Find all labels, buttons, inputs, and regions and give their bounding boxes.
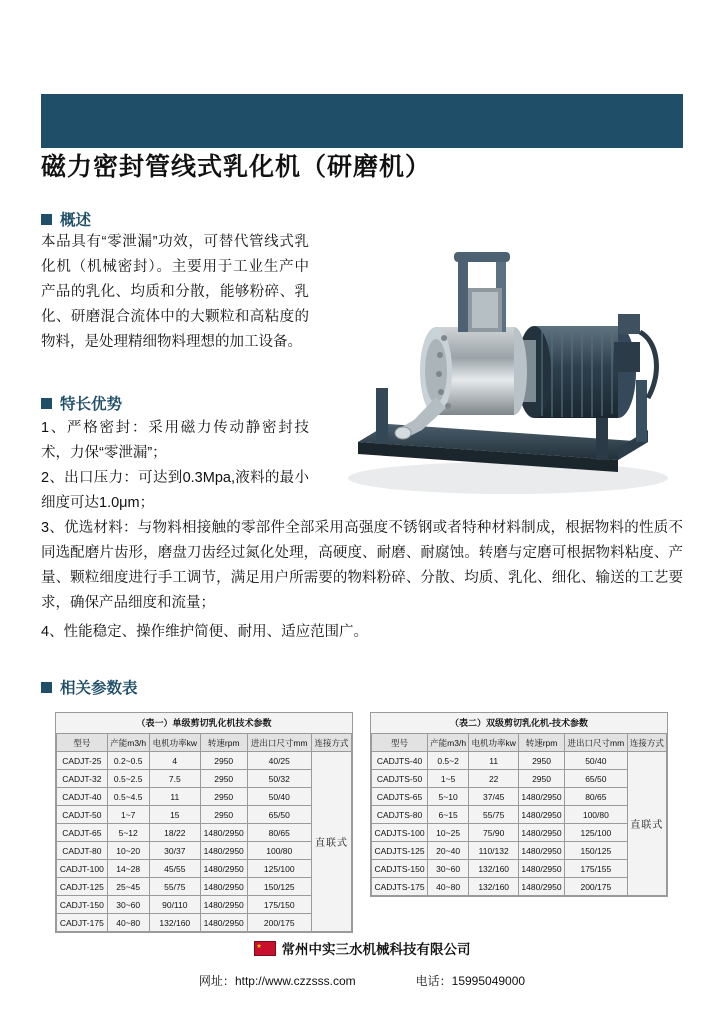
table-cell: 1480/2950	[200, 878, 247, 896]
table-cell: 40~80	[107, 914, 149, 932]
table-cell: 25~45	[107, 878, 149, 896]
table-cell: CADJTS-65	[372, 788, 428, 806]
col-capacity: 产能m3/h	[428, 734, 469, 752]
table-cell: 45/55	[149, 860, 200, 878]
table-cell: CADJT-50	[57, 806, 108, 824]
table-cell: CADJTS-100	[372, 824, 428, 842]
table-cell: 200/175	[564, 878, 627, 896]
table-cell: 2950	[519, 752, 565, 770]
table-cell: CADJT-100	[57, 860, 108, 878]
table-cell: CADJT-175	[57, 914, 108, 932]
table-cell: 10~20	[107, 842, 149, 860]
table-cell: 150/125	[247, 878, 311, 896]
table-cell: 0.5~2.5	[107, 770, 149, 788]
table-cell: 1480/2950	[200, 896, 247, 914]
table-cell: 0.5~4.5	[107, 788, 149, 806]
table-header-row	[57, 734, 352, 752]
table-cell: 4	[149, 752, 200, 770]
table-cell: 2950	[519, 770, 565, 788]
advantage-item-3: 3、优选材料：与物料相接触的零部件全部采用高强度不锈钢或者特种材料制成，根据物料的性质不同选配磨片齿形，磨盘刀齿经过氮化处理，高硬度、耐磨、耐腐蚀。转磨与定磨可根据物料粘度、产量、颗粒细度进行手工调节，满足用户所需要的物料粉碎、分散、均质、乳化、细化、输送的工艺要求，确保产品细度和流量；	[41, 520, 683, 611]
table-cell: CADJTS-125	[372, 842, 428, 860]
website-label: 网址：	[198, 974, 235, 988]
table-one-body	[57, 752, 352, 932]
table-cell: 132/160	[469, 878, 519, 896]
table-cell: 0.2~0.5	[107, 752, 149, 770]
table-cell: 1480/2950	[519, 824, 565, 842]
table-cell: 18/22	[149, 824, 200, 842]
table-cell: CADJTS-175	[372, 878, 428, 896]
table-row	[372, 752, 667, 770]
contact-line	[0, 972, 724, 989]
table-row	[372, 842, 667, 860]
table-cell: 1480/2950	[519, 860, 565, 878]
table-row	[372, 770, 667, 788]
table-one-caption: （表一）单级剪切乳化机技术参数	[136, 718, 272, 728]
table-cell: 55/75	[149, 878, 200, 896]
company-line	[0, 938, 724, 958]
table-cell: 100/80	[564, 806, 627, 824]
table-cell: 80/65	[247, 824, 311, 842]
table-cell: 7.5	[149, 770, 200, 788]
table-cell: 125/100	[247, 860, 311, 878]
table-cell: CADJTS-40	[372, 752, 428, 770]
table-header-row	[372, 734, 667, 752]
table-cell: 22	[469, 770, 519, 788]
table-two-outer	[370, 712, 668, 897]
table-cell: 175/150	[247, 896, 311, 914]
table-row	[57, 860, 352, 878]
table-cell: 110/132	[469, 842, 519, 860]
phone-label: 电话：	[415, 974, 452, 988]
table-cell: 6~15	[428, 806, 469, 824]
bullet-square-icon	[41, 682, 52, 693]
table-two-caption: （表二）双级剪切乳化机-技术参数	[450, 718, 588, 728]
col-model: 型号	[372, 734, 428, 752]
table-row	[57, 752, 352, 770]
advantage-item-4: 4、性能稳定、操作维护简便、耐用、适应范围广。	[41, 624, 369, 640]
table-cell: 2950	[200, 752, 247, 770]
table-cell: 175/155	[564, 860, 627, 878]
table-cell: 30~60	[428, 860, 469, 878]
connection-type-cell: 直联式	[311, 752, 351, 932]
table-cell: 0.5~2	[428, 752, 469, 770]
table-one-container	[55, 712, 353, 933]
table-cell: 5~10	[428, 788, 469, 806]
table-cell: CADJT-65	[57, 824, 108, 842]
table-cell: 65/50	[247, 806, 311, 824]
col-port-size: 进出口尺寸mm	[247, 734, 311, 752]
table-cell: 11	[469, 752, 519, 770]
table-cell: 55/75	[469, 806, 519, 824]
advantage-item-2: 2、出口压力：可达到0.3Mpa,液料的最小细度可达1.0μm；	[41, 470, 309, 511]
website-link[interactable]: http://www.czzsss.com	[234, 974, 356, 988]
col-power: 电机功率kw	[149, 734, 200, 752]
table-cell: CADJTS-80	[372, 806, 428, 824]
col-power: 电机功率kw	[469, 734, 519, 752]
col-connection: 连接方式	[627, 734, 666, 752]
table-cell: 20~40	[428, 842, 469, 860]
overview-text: 本品具有“零泄漏”功效，可替代管线式乳化机（机械密封）。主要用于工业生产中产品的乳化、均质和分散，能够粉碎、乳化、研磨混合流体中的大颗粒和高粘度的物料，是处理精细物料理想的加工设备。	[41, 234, 309, 350]
table-cell: CADJT-80	[57, 842, 108, 860]
table-row	[372, 806, 667, 824]
col-connection: 连接方式	[311, 734, 351, 752]
col-port-size: 进出口尺寸mm	[564, 734, 627, 752]
table-cell: 200/175	[247, 914, 311, 932]
table-cell: 1480/2950	[519, 788, 565, 806]
table-cell: 90/110	[149, 896, 200, 914]
table-row	[57, 914, 352, 932]
table-cell: 15	[149, 806, 200, 824]
table-row	[57, 842, 352, 860]
table-cell: 1480/2950	[519, 878, 565, 896]
flag-icon	[254, 941, 276, 956]
inline-machine-illustration	[318, 192, 686, 512]
table-cell: 10~25	[428, 824, 469, 842]
advantages-heading	[41, 392, 122, 414]
overview-heading	[41, 208, 91, 230]
connection-type-cell: 直联式	[627, 752, 666, 896]
table-cell: 1~5	[428, 770, 469, 788]
table-row	[372, 788, 667, 806]
table-row	[372, 860, 667, 878]
bullet-square-icon	[41, 398, 52, 409]
parameters-heading	[41, 676, 138, 698]
table-two-body	[372, 752, 667, 896]
advantage-item-1: 1、严格密封：采用磁力传动静密封技术，力保“零泄漏”；	[41, 420, 309, 461]
table-two	[371, 733, 667, 896]
table-cell: 100/80	[247, 842, 311, 860]
table-cell: 1480/2950	[200, 842, 247, 860]
table-cell: 2950	[200, 788, 247, 806]
table-cell: 65/50	[564, 770, 627, 788]
table-cell: 150/125	[564, 842, 627, 860]
table-cell: CADJT-40	[57, 788, 108, 806]
table-cell: 40/25	[247, 752, 311, 770]
table-cell: 50/40	[564, 752, 627, 770]
table-cell: 50/32	[247, 770, 311, 788]
table-row	[57, 770, 352, 788]
overview-heading-label: 概述	[60, 212, 92, 229]
table-row	[57, 788, 352, 806]
table-cell: 125/100	[564, 824, 627, 842]
table-two-container	[370, 712, 668, 897]
table-one-outer	[55, 712, 353, 933]
header-accent-bar	[41, 94, 683, 148]
table-row	[57, 824, 352, 842]
table-cell: 11	[149, 788, 200, 806]
website-group	[199, 972, 356, 989]
table-cell: 132/160	[149, 914, 200, 932]
table-cell: 2950	[200, 770, 247, 788]
table-cell: 2950	[200, 806, 247, 824]
table-cell: 40~80	[428, 878, 469, 896]
col-speed: 转速rpm	[200, 734, 247, 752]
phone-group	[416, 972, 525, 989]
bullet-square-icon	[41, 214, 52, 225]
table-cell: 1480/2950	[519, 806, 565, 824]
table-cell: 50/40	[247, 788, 311, 806]
col-capacity: 产能m3/h	[107, 734, 149, 752]
table-cell: 5~12	[107, 824, 149, 842]
table-row	[372, 824, 667, 842]
table-cell: CADJT-32	[57, 770, 108, 788]
phone-number: 15995049000	[451, 974, 526, 988]
page-title: 磁力密封管线式乳化机（研磨机）	[41, 153, 432, 181]
table-cell: 80/65	[564, 788, 627, 806]
table-cell: 1480/2950	[200, 914, 247, 932]
table-row	[57, 896, 352, 914]
table-cell: CADJT-125	[57, 878, 108, 896]
parameters-heading-label: 相关参数表	[60, 680, 138, 697]
table-cell: 1480/2950	[200, 824, 247, 842]
table-cell: 1480/2950	[519, 842, 565, 860]
col-speed: 转速rpm	[519, 734, 565, 752]
table-cell: 75/90	[469, 824, 519, 842]
table-cell: 1480/2950	[200, 860, 247, 878]
table-cell: 37/45	[469, 788, 519, 806]
table-cell: 30/37	[149, 842, 200, 860]
table-cell: 14~28	[107, 860, 149, 878]
table-cell: CADJT-25	[57, 752, 108, 770]
col-model: 型号	[57, 734, 108, 752]
table-cell: 30~60	[107, 896, 149, 914]
advantages-heading-label: 特长优势	[60, 396, 123, 413]
table-row	[372, 878, 667, 896]
table-cell: 132/160	[469, 860, 519, 878]
table-cell: 1~7	[107, 806, 149, 824]
company-name: 常州中实三水机械科技有限公司	[281, 942, 471, 957]
table-row	[57, 878, 352, 896]
product-photo	[318, 192, 686, 512]
table-one	[56, 733, 352, 932]
table-cell: CADJTS-50	[372, 770, 428, 788]
table-cell: CADJTS-150	[372, 860, 428, 878]
footer	[0, 938, 724, 989]
table-row	[57, 806, 352, 824]
table-cell: CADJT-150	[57, 896, 108, 914]
